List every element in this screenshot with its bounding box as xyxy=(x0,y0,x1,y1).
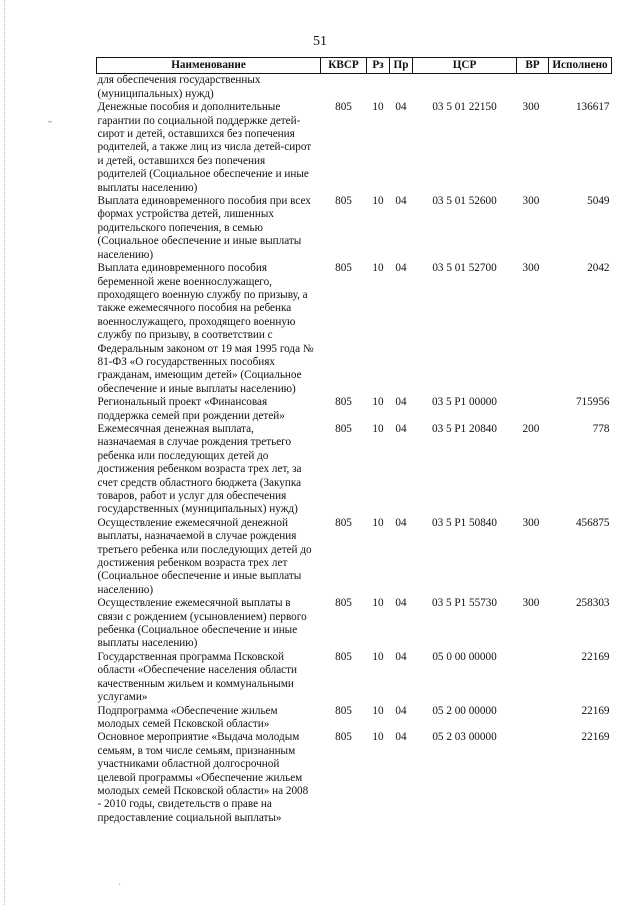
row-name-cell: Выплата единовременного пособия беременной жене военнослужащего, проходящего военную службу по призыву, а также ежемесячного пособия на ребенка военнослужащего, проходящего военную службу по призыву, в соответствии с Федеральным законом от 19 мая 1995 года № 81-ФЗ «О государственных пособиях гражданам, имеющим детей» (Социальное обеспечение и иные выплаты населению) xyxy=(97,262,314,395)
row-kvsr-cell: 805 xyxy=(335,650,352,663)
row-vr-cell: 300 xyxy=(522,516,540,529)
row-vr-cell: 300 xyxy=(522,262,540,275)
row-csr-cell: 03 5 Р1 50840 xyxy=(432,516,497,529)
row-done-cell: 456875 xyxy=(575,516,610,529)
row-csr-cell: 03 5 01 52600 xyxy=(432,195,497,208)
row-done-cell: 715956 xyxy=(575,396,610,409)
row-kvsr-cell xyxy=(321,74,367,101)
row-kvsr-cell: 805 xyxy=(335,704,352,717)
row-vr-cell xyxy=(517,396,549,423)
row-done-cell: 22169 xyxy=(581,650,610,663)
row-csr-cell: 05 2 00 00000 xyxy=(432,704,497,717)
row-vr-cell: 300 xyxy=(522,195,540,208)
header-done: Исполнено xyxy=(549,58,612,74)
row-kvsr-cell: 805 xyxy=(335,422,352,435)
row-csr-cell: 05 2 03 00000 xyxy=(432,731,497,744)
table-row xyxy=(97,517,612,597)
row-name-cell: Подпрограмма «Обеспечение жильем молодых семей Псковской области» xyxy=(97,704,278,730)
header-pr: Пр xyxy=(390,58,413,74)
row-pr-cell: 04 xyxy=(395,101,407,114)
row-pr-cell xyxy=(390,74,413,101)
header-vr: ВР xyxy=(517,58,549,74)
scan-dot: · xyxy=(118,880,122,891)
row-rz-cell: 10 xyxy=(372,516,384,529)
header-kvsr: КВСР xyxy=(321,58,367,74)
row-name-cell: Ежемесячная денежная выплата, назначаемая в случае рождения третьего ребенка или последующих детей до достижения ребенком возраста трех лет, за счет средств областного бюджета (Закупка товаров, работ и услуг для обеспечения государственных (муниципальных) нужд) xyxy=(97,422,302,516)
row-pr-cell: 04 xyxy=(395,704,407,717)
header-rz: Рз xyxy=(367,58,390,74)
table-body xyxy=(97,74,612,825)
budget-table xyxy=(96,57,612,825)
row-done-cell: 136617 xyxy=(575,101,610,114)
row-csr-cell: 03 5 Р1 20840 xyxy=(432,422,497,435)
scan-mark: ˇ xyxy=(48,118,52,132)
header-name: Наименование xyxy=(97,58,321,74)
row-rz-cell: 10 xyxy=(372,704,384,717)
row-pr-cell: 04 xyxy=(395,597,407,610)
row-csr-cell: 03 5 01 22150 xyxy=(432,101,497,114)
table-row xyxy=(97,705,612,732)
row-kvsr-cell: 805 xyxy=(335,195,352,208)
row-name-cell: для обеспечения государственных (муниципальных) нужд) xyxy=(97,74,261,100)
row-rz-cell: 10 xyxy=(372,422,384,435)
row-kvsr-cell: 805 xyxy=(335,516,352,529)
row-name-cell: Денежные пособия и дополнительные гарантии по социальной поддержке детей-сирот и детей, оставшихся без попечения родителей, а также лиц из числа детей-сирот и детей, оставшихся без попечения родителей (Социальное обеспечение и иные выплаты населению) xyxy=(97,101,312,194)
row-name-cell: Осуществление ежемесячной денежной выплаты, назначаемой в случае рождения третьего ребенка или последующих детей до достижения ребенком возраста трех лет (Социальное обеспечение и иные выплаты населению) xyxy=(97,516,312,596)
page-number: 51 xyxy=(313,34,327,49)
row-rz-cell: 10 xyxy=(372,597,384,610)
row-done-cell: 2042 xyxy=(587,262,610,275)
table-row xyxy=(97,396,612,423)
table-header-row xyxy=(97,58,612,74)
header-csr: ЦСР xyxy=(413,58,517,74)
row-rz-cell: 10 xyxy=(372,650,384,663)
row-done-cell: 22169 xyxy=(581,704,610,717)
row-name-cell: Выплата единовременного пособия при всех формах устройства детей, лишенных родительского попечения, в семью (Социальное обеспечение и иные выплаты населению) xyxy=(97,195,311,261)
row-vr-cell xyxy=(517,74,549,101)
row-rz-cell: 10 xyxy=(372,731,384,744)
row-pr-cell: 04 xyxy=(395,731,407,744)
row-kvsr-cell: 805 xyxy=(335,396,352,409)
row-rz-cell: 10 xyxy=(372,195,384,208)
table-row xyxy=(97,262,612,396)
table-row xyxy=(97,195,612,262)
row-kvsr-cell: 805 xyxy=(335,597,352,610)
row-kvsr-cell: 805 xyxy=(335,101,352,114)
table-row xyxy=(97,731,612,825)
row-rz-cell: 10 xyxy=(372,396,384,409)
row-csr-cell xyxy=(413,74,517,101)
row-name-cell: Основное мероприятие «Выдача молодым семьям, в том числе семьям, признанным участниками областной долгосрочной целевой программы «Обеспечение жильем молодых семей Псковской области» на 2008 - 2010 годы, свидетельств о праве на предоставление социальной выплаты» xyxy=(97,731,309,824)
row-kvsr-cell: 805 xyxy=(335,731,352,744)
row-pr-cell: 04 xyxy=(395,422,407,435)
row-rz-cell xyxy=(367,74,390,101)
row-kvsr-cell: 805 xyxy=(335,262,352,275)
row-done-cell xyxy=(549,74,612,101)
row-rz-cell: 10 xyxy=(372,101,384,114)
row-pr-cell: 04 xyxy=(395,650,407,663)
row-pr-cell: 04 xyxy=(395,516,407,529)
table-row xyxy=(97,423,612,517)
row-csr-cell: 03 5 Р1 55730 xyxy=(432,597,497,610)
row-vr-cell xyxy=(517,731,549,825)
row-rz-cell: 10 xyxy=(372,262,384,275)
row-done-cell: 5049 xyxy=(587,195,610,208)
table-row xyxy=(97,597,612,651)
table-row xyxy=(97,651,612,705)
row-csr-cell: 03 5 Р1 00000 xyxy=(432,396,497,409)
row-name-cell: Осуществление ежемесячной выплаты в связи с рождением (усыновлением) первого ребенка (Социальное обеспечение и иные выплаты населению) xyxy=(97,597,307,650)
table-row xyxy=(97,101,612,195)
row-done-cell: 778 xyxy=(592,422,610,435)
row-done-cell: 22169 xyxy=(581,731,610,744)
row-csr-cell: 03 5 01 52700 xyxy=(432,262,497,275)
row-name-cell: Государственная программа Псковской области «Обеспечение населения области качественным жильем и коммунальными услугами» xyxy=(97,650,298,704)
scan-edge xyxy=(4,0,7,905)
row-done-cell: 258303 xyxy=(575,597,610,610)
row-vr-cell: 300 xyxy=(522,597,540,610)
row-vr-cell xyxy=(517,705,549,732)
row-csr-cell: 05 0 00 00000 xyxy=(432,650,497,663)
row-pr-cell: 04 xyxy=(395,195,407,208)
row-vr-cell: 200 xyxy=(522,422,540,435)
row-vr-cell: 300 xyxy=(522,101,540,114)
table-row xyxy=(97,74,612,101)
row-name-cell: Региональный проект «Финансовая поддержка семей при рождении детей» xyxy=(97,396,285,422)
row-pr-cell: 04 xyxy=(395,262,407,275)
row-vr-cell xyxy=(517,651,549,705)
row-pr-cell: 04 xyxy=(395,396,407,409)
